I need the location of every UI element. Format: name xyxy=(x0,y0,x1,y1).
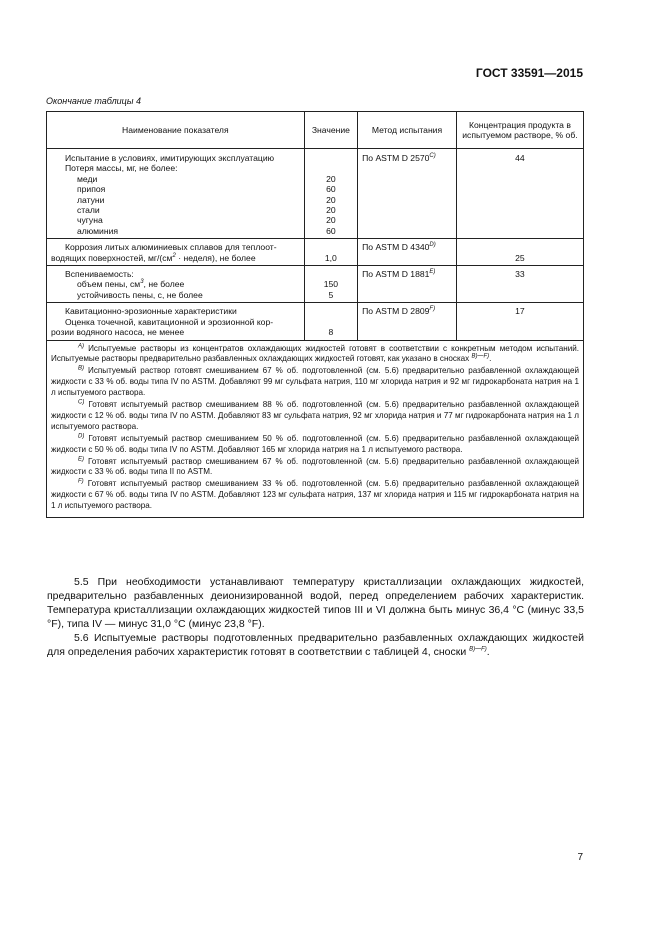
footnote-mark: F) xyxy=(78,478,84,485)
test-method: По ASTM D 4340 xyxy=(362,242,430,253)
footnote-ref: C) xyxy=(429,153,436,160)
table-row xyxy=(47,149,584,239)
footnote xyxy=(51,344,579,366)
row-title: Коррозия литых алюминиевых сплавов для теплоот- xyxy=(65,242,277,253)
paragraph-text: 5.5 При необходимости устанавливают температуру кристаллизации охлаждающих жидкостей, предварительно разбавленных деионизированной водой, перед определением рабочих характеристик. Температура кристаллизации охлаждающих жидкостей типов III и VI должна быть минус 36,4 °C (минус 33,5 °F), типа IV — минус 31,0 °C (минус 23,8 °F). xyxy=(47,576,584,630)
test-method: По ASTM D 1881 xyxy=(362,269,430,280)
metal-value: 20 xyxy=(326,215,336,226)
footnotes-row xyxy=(47,340,584,518)
paragraph-text: 5.6 Испытуемые растворы подготовленных предварительно разбавленных охлаждающих жидкостей для определения рабочих характеристик готовят в соответствии с таблицей 4, сноски xyxy=(47,632,584,658)
footnote xyxy=(51,366,579,399)
table-row xyxy=(47,303,584,340)
footnote-tail: . xyxy=(489,354,492,364)
row-title-cont: розии водяного насоса, не менее xyxy=(51,327,185,338)
row-item: устойчивость пены, с, не более xyxy=(77,289,203,300)
metal-label: чугуна xyxy=(77,215,103,226)
footnote xyxy=(51,479,579,512)
footnote-mark: C) xyxy=(78,399,85,406)
table-row xyxy=(47,239,584,266)
row-title-cont: · неделя), не более xyxy=(175,252,256,263)
concentration-value: 17 xyxy=(456,303,583,340)
table-header-row xyxy=(47,112,584,149)
paragraph-5-6 xyxy=(47,631,584,659)
footnote xyxy=(51,400,579,433)
paragraph-5-5 xyxy=(47,575,584,631)
row-title: Вспениваемость: xyxy=(65,269,134,280)
footnote-ref: D) xyxy=(429,242,436,249)
footnote xyxy=(51,434,579,456)
row-title-cont: Оценка точечной, кавитационной и эрозионной кор- xyxy=(65,316,274,327)
row-title: Испытание в условиях, имитирующих эксплуатацию xyxy=(65,153,275,163)
concentration-value: 25 xyxy=(456,239,583,266)
footnote-mark: E) xyxy=(78,455,84,462)
footnote-mark: A) xyxy=(78,342,84,349)
footnote xyxy=(51,457,579,479)
footnotes xyxy=(47,340,584,518)
row-value: 5 xyxy=(328,289,334,300)
footnote-text: Готовят испытуемый раствор смешиванием 88 % об. подготовленной (см. 5.6) предварительно разбавленной охлаждающей жидкости с 12 % об. воды типа IV по ASTM. Добавляют 83 мг сульфата натрия, 92 мг хлорида натрия и 77 мг гидрокарбоната натрия на 1 л испытуемого раствора. xyxy=(51,400,580,431)
header-concentration: Концентрация продукта в испытуемом растворе, % об. xyxy=(456,112,583,149)
header-name: Наименование показателя xyxy=(47,112,305,149)
metal-label: латуни xyxy=(77,194,105,205)
document-id: ГОСТ 33591—2015 xyxy=(475,66,583,80)
row-item: объем пены, см xyxy=(77,279,141,290)
footnote-mark: B) xyxy=(78,365,84,372)
test-method: По ASTM D 2570 xyxy=(362,153,430,163)
header-value: Значение xyxy=(304,112,357,149)
footnote-text: Готовят испытуемый раствор смешиванием 33 % об. подготовленной (см. 5.6) предварительно разбавленной охлаждающей жидкости с 67 % об. воды типа IV по ASTM. Добавляют 123 мг сульфата натрия, 137 мг хлорида натрия и 115 мг гидрокарбоната натрия на 1 л испытуемого раствора. xyxy=(51,479,579,511)
row-item: , не более xyxy=(143,279,185,290)
metal-value: 60 xyxy=(326,225,336,236)
header-method: Метод испытания xyxy=(358,112,457,149)
page-number: 7 xyxy=(577,852,583,863)
metal-label: стали xyxy=(77,205,100,216)
metal-label: алюминия xyxy=(77,225,119,236)
table-row xyxy=(47,266,584,303)
footnote-ref: E) xyxy=(429,269,436,276)
row-value: 8 xyxy=(304,303,357,340)
footnote-ref: B)—F) xyxy=(471,353,490,360)
row-subtitle: Потеря массы, мг, не более: xyxy=(65,163,178,174)
metal-value: 20 xyxy=(326,205,336,216)
metal-label: меди xyxy=(77,173,98,184)
superscript: 2 xyxy=(172,252,176,259)
metal-label: припоя xyxy=(77,184,106,195)
test-method: По ASTM D 2809 xyxy=(362,306,430,317)
footnote-mark: D) xyxy=(78,433,85,440)
footnote-ref: F) xyxy=(429,306,436,313)
metal-value: 60 xyxy=(326,184,336,195)
table-4 xyxy=(46,111,584,518)
superscript: 3 xyxy=(140,279,144,286)
footnote-text: Готовят испытуемый раствор смешиванием 50 % об. подготовленной (см. 5.6) предварительно разбавленной охлаждающей жидкости с 50 % об. воды типа IV по ASTM. Добавляют 165 мг хлорида натрия на 1 л испытуемого раствора. xyxy=(51,433,580,454)
metal-value: 20 xyxy=(326,173,336,184)
table-caption: Окончание таблицы 4 xyxy=(46,96,141,106)
concentration-value: 33 xyxy=(456,266,583,303)
row-title-cont: водящих поверхностей, мг/(см xyxy=(51,252,173,263)
paragraph-tail: . xyxy=(486,646,490,658)
concentration-value: 44 xyxy=(456,149,583,239)
row-value: 1,0 xyxy=(304,239,357,266)
metal-value: 20 xyxy=(326,194,336,205)
footnote-text: Испытуемые растворы из концентратов охлаждающих жидкостей готовят в соответствии с конкретным методом испытаний. Испытуемые растворы предварительно разбавленных охлаждающих жидкостей готовят, как указано в сносках xyxy=(51,343,579,364)
footnote-text: Готовят испытуемый раствор смешиванием 67 % об. подготовленной (см. 5.6) предварительно разбавленной охлаждающей жидкости с 33 % об. воды типа II по ASTM. xyxy=(51,456,579,477)
footnote-ref: B)—F) xyxy=(469,646,487,653)
row-value: 150 xyxy=(323,279,339,290)
row-title: Кавитационно-эрозионные характеристики xyxy=(65,306,237,317)
footnote-text: Испытуемый раствор готовят смешиванием 67 % об. подготовленной (см. 5.6) предварительно разбавленной охлаждающей жидкости с 33 % об. воды типа IV по ASTM. Добавляют 99 мг сульфата натрия, 110 мг хлорида натрия и 92 мг гидрокарбоната натрия на 1 л испытуемого раствора. xyxy=(51,366,579,398)
